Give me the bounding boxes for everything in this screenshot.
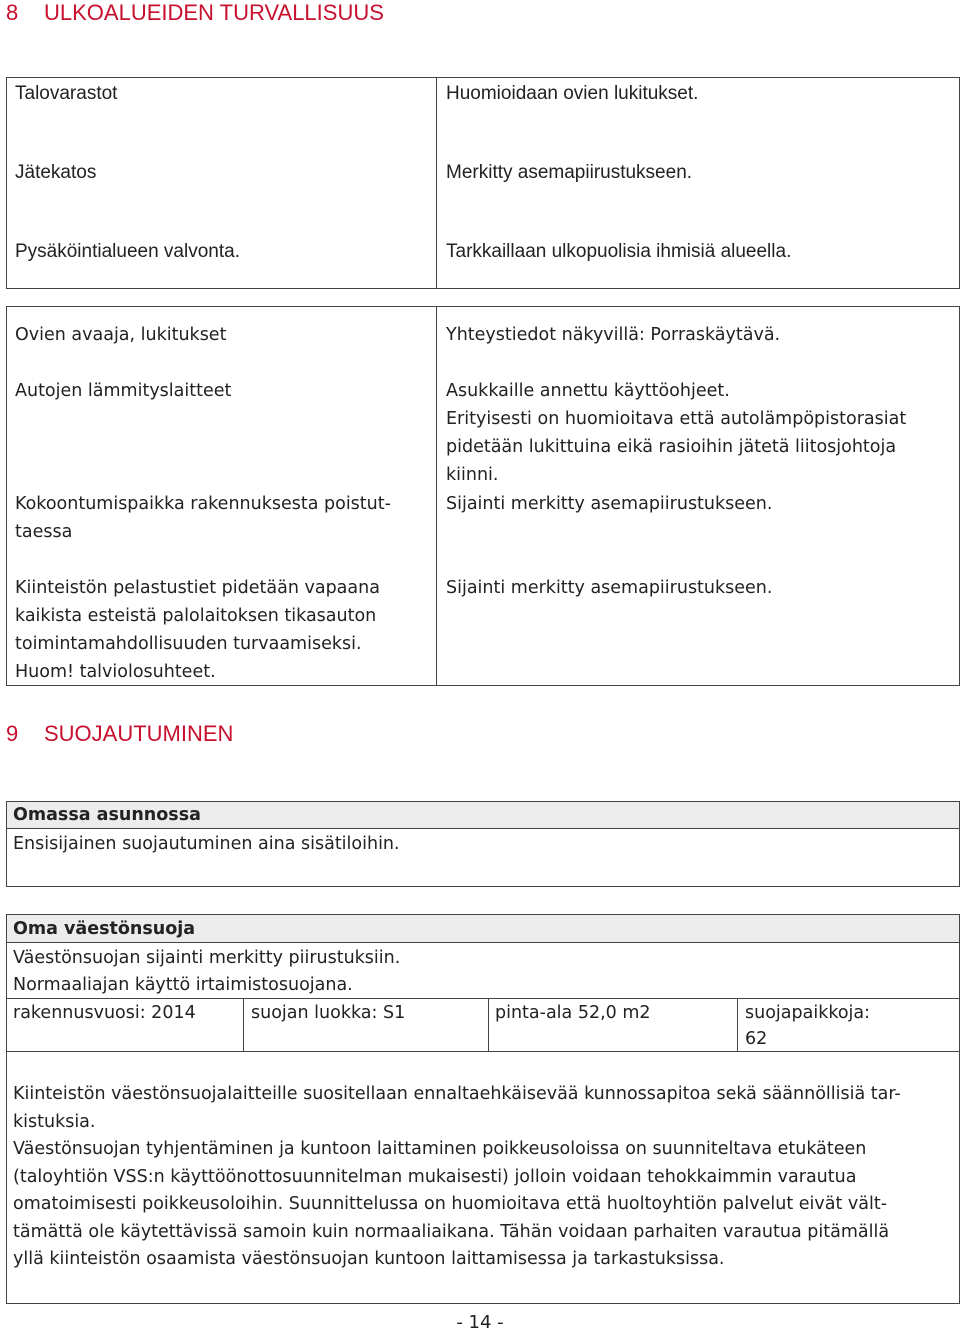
table-cell bbox=[446, 490, 772, 518]
cell-line: kiinni. bbox=[446, 465, 499, 485]
cell-line: Autojen lämmityslaitteet bbox=[15, 381, 232, 401]
cell-line: Sijainti merkitty asemapiirustukseen. bbox=[446, 494, 773, 514]
section-8-heading bbox=[6, 0, 384, 26]
cell-line: Erityisesti on huomioitava että autolämpöpistorasiat bbox=[446, 409, 907, 429]
table-divider bbox=[436, 306, 437, 686]
cell-line: Kiinteistön pelastustiet pidetään vapaana bbox=[15, 578, 380, 598]
build-year: rakennusvuosi: 2014 bbox=[13, 1003, 196, 1023]
cell-line: taessa bbox=[15, 522, 73, 542]
cell-line: Yhteystiedot näkyvillä: Porraskäytävä. bbox=[446, 325, 781, 345]
paragraph-line: (taloyhtiön VSS:n käyttöönottosuunnitelman mukaisesti) jolloin voidaan tehokkaimmin varautua bbox=[13, 1166, 857, 1187]
page-number: - 14 - bbox=[456, 1312, 504, 1333]
own-home-heading: Omassa asunnossa bbox=[13, 805, 201, 825]
paragraph-line: yllä kiinteistön osaamista väestönsuojan kuntoon laittamisessa ja tarkastuksissa. bbox=[13, 1249, 725, 1269]
section-title: SUOJAUTUMINEN bbox=[44, 721, 234, 746]
table-cell: Talovarastot bbox=[15, 83, 118, 104]
places-label: suojapaikkoja: bbox=[745, 1003, 871, 1023]
shelter-class: suojan luokka: S1 bbox=[251, 1003, 406, 1023]
table-cell: Merkitty asemapiirustukseen. bbox=[446, 162, 693, 183]
table-cell bbox=[446, 321, 780, 349]
shelter-line: Normaaliajan käyttö irtaimistosuojana. bbox=[13, 975, 353, 995]
cell-line: kaikista esteistä palolaitoksen tikasauton bbox=[15, 606, 377, 626]
own-home-text: Ensisijainen suojautuminen aina sisätiloihin. bbox=[13, 834, 400, 854]
cell-line: Asukkaille annettu käyttöohjeet. bbox=[446, 381, 730, 401]
cell-line: Huom! talviolosuhteet. bbox=[15, 662, 216, 682]
section-number: 9 bbox=[6, 721, 19, 746]
table-cell bbox=[15, 321, 226, 349]
places-value: 62 bbox=[745, 1029, 768, 1049]
cell-line: toimintamahdollisuuden turvaamiseksi. bbox=[15, 634, 362, 654]
cell-line: Kokoontumispaikka rakennuksesta poistut- bbox=[15, 494, 391, 514]
cell-line: pidetään lukittuina eikä rasioihin jätetä liitosjohtoja bbox=[446, 437, 897, 457]
table-cell bbox=[446, 377, 906, 489]
section-9-heading bbox=[6, 721, 233, 747]
paragraph-line: kistuksia. bbox=[13, 1111, 96, 1132]
table-cell bbox=[15, 490, 391, 546]
table-cell: Tarkkaillaan ulkopuolisia ihmisiä alueella. bbox=[446, 241, 792, 262]
table-cell: Pysäköintialueen valvonta. bbox=[15, 241, 240, 262]
section-title: ULKOALUEIDEN TURVALLISUUS bbox=[44, 0, 384, 25]
shelter-line: Väestönsuojan sijainti merkitty piirustuksiin. bbox=[13, 948, 401, 968]
shelter-paragraph bbox=[13, 1081, 901, 1274]
paragraph-line: Väestönsuojan tyhjentäminen ja kuntoon laittaminen poikkeusoloissa on suunniteltava etukäteen bbox=[13, 1139, 867, 1159]
grid-line bbox=[737, 998, 738, 1051]
table-cell bbox=[446, 574, 772, 602]
cell-line: Sijainti merkitty asemapiirustukseen. bbox=[446, 578, 773, 598]
table-divider bbox=[436, 77, 437, 289]
table-cell bbox=[15, 574, 380, 686]
paragraph-line: tämättä ole käytettävissä samoin kuin normaaliaikana. Tähän voidaan parhaiten varautua pitämällä bbox=[13, 1221, 890, 1242]
grid-line bbox=[243, 998, 244, 1051]
grid-line bbox=[488, 998, 489, 1051]
shelter-area: pinta-ala 52,0 m2 bbox=[495, 1003, 651, 1023]
paragraph-line: omatoimisesti poikkeusoloihin. Suunnittelussa on huomioitava että huoltoyhtiön palvelut eivät vält- bbox=[13, 1194, 888, 1214]
table-cell: Huomioidaan ovien lukitukset. bbox=[446, 83, 699, 104]
table-cell bbox=[15, 377, 231, 405]
table-cell: Jätekatos bbox=[15, 162, 97, 183]
shelter-heading: Oma väestönsuoja bbox=[13, 919, 196, 939]
cell-line: Ovien avaaja, lukitukset bbox=[15, 325, 227, 345]
paragraph-line: Kiinteistön väestönsuojalaitteille suositellaan ennaltaehkäisevää kunnossapitoa sekä säännöllisiä tar- bbox=[13, 1084, 901, 1104]
shelter-places bbox=[745, 999, 870, 1053]
section-number: 8 bbox=[6, 0, 19, 25]
